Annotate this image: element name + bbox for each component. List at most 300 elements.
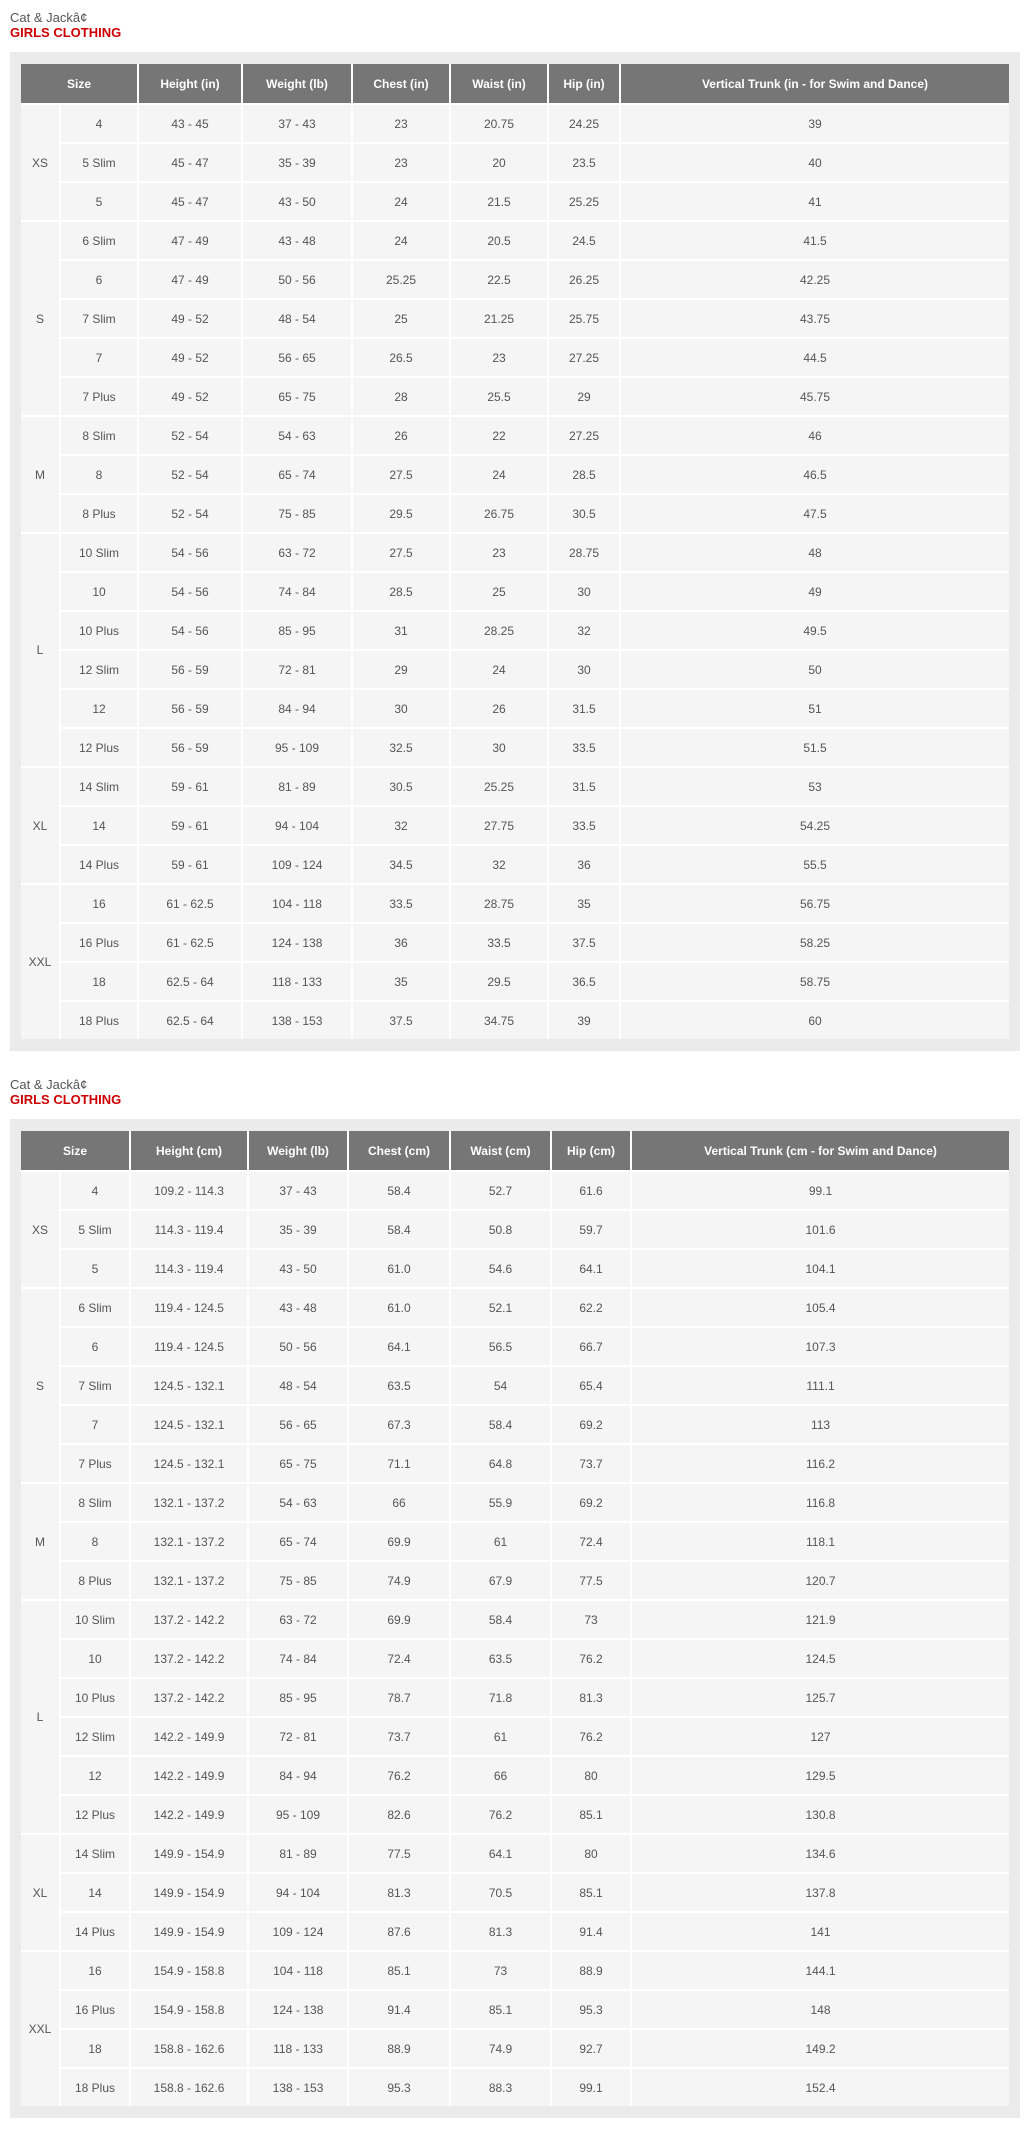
cell-vertical-trunk: 130.8 xyxy=(632,1794,1009,1833)
cell-hip: 76.2 xyxy=(552,1716,632,1755)
cell-weight: 65 - 75 xyxy=(243,376,353,415)
cell-waist: 85.1 xyxy=(451,1989,552,2028)
cell-size: 7 xyxy=(61,337,139,376)
cell-hip: 30.5 xyxy=(549,493,621,532)
cell-chest: 77.5 xyxy=(349,1833,451,1872)
cell-height: 119.4 - 124.5 xyxy=(131,1326,249,1365)
cell-size: 8 xyxy=(61,1521,131,1560)
table-row xyxy=(21,259,1009,298)
table-row xyxy=(21,1716,1009,1755)
cell-size: 10 xyxy=(61,1638,131,1677)
cell-chest: 95.3 xyxy=(349,2067,451,2106)
cell-height: 114.3 - 119.4 xyxy=(131,1248,249,1287)
cell-weight: 54 - 63 xyxy=(249,1482,349,1521)
cell-size: 16 Plus xyxy=(61,1989,131,2028)
cell-weight: 50 - 56 xyxy=(249,1326,349,1365)
cell-weight: 74 - 84 xyxy=(249,1638,349,1677)
cell-waist: 81.3 xyxy=(451,1911,552,1950)
cell-weight: 65 - 74 xyxy=(249,1521,349,1560)
cell-chest: 88.9 xyxy=(349,2028,451,2067)
cell-hip: 35 xyxy=(549,883,621,922)
size-group-label: XXL xyxy=(21,883,61,1039)
cell-waist: 54 xyxy=(451,1365,552,1404)
cell-size: 10 Plus xyxy=(61,1677,131,1716)
cell-height: 49 - 52 xyxy=(139,376,243,415)
table-row xyxy=(21,1599,1009,1638)
cell-height: 45 - 47 xyxy=(139,181,243,220)
cell-size: 5 xyxy=(61,181,139,220)
cell-vertical-trunk: 54.25 xyxy=(621,805,1009,844)
cell-height: 62.5 - 64 xyxy=(139,961,243,1000)
cell-height: 124.5 - 132.1 xyxy=(131,1443,249,1482)
size-group-label: M xyxy=(21,1482,61,1599)
cell-vertical-trunk: 144.1 xyxy=(632,1950,1009,1989)
cell-hip: 85.1 xyxy=(552,1872,632,1911)
cell-hip: 25.75 xyxy=(549,298,621,337)
cell-vertical-trunk: 111.1 xyxy=(632,1365,1009,1404)
header-hip: Hip (in) xyxy=(549,64,621,103)
cell-vertical-trunk: 124.5 xyxy=(632,1638,1009,1677)
cell-hip: 73.7 xyxy=(552,1443,632,1482)
cell-waist: 26.75 xyxy=(451,493,549,532)
cell-height: 62.5 - 64 xyxy=(139,1000,243,1039)
cell-hip: 77.5 xyxy=(552,1560,632,1599)
cell-height: 154.9 - 158.8 xyxy=(131,1950,249,1989)
cell-weight: 85 - 95 xyxy=(249,1677,349,1716)
table-row xyxy=(21,961,1009,1000)
cell-waist: 63.5 xyxy=(451,1638,552,1677)
cell-size: 14 Plus xyxy=(61,1911,131,1950)
table-row xyxy=(21,1794,1009,1833)
header-height: Height (cm) xyxy=(131,1131,249,1170)
cell-waist: 55.9 xyxy=(451,1482,552,1521)
table-row xyxy=(21,1404,1009,1443)
cell-height: 149.9 - 154.9 xyxy=(131,1872,249,1911)
cell-chest: 34.5 xyxy=(353,844,451,883)
cell-waist: 20.75 xyxy=(451,103,549,142)
table-row xyxy=(21,1872,1009,1911)
cell-waist: 71.8 xyxy=(451,1677,552,1716)
cell-chest: 91.4 xyxy=(349,1989,451,2028)
cell-vertical-trunk: 56.75 xyxy=(621,883,1009,922)
cell-height: 54 - 56 xyxy=(139,571,243,610)
table-row xyxy=(21,1755,1009,1794)
cell-vertical-trunk: 53 xyxy=(621,766,1009,805)
cell-vertical-trunk: 47.5 xyxy=(621,493,1009,532)
cell-hip: 65.4 xyxy=(552,1365,632,1404)
cell-height: 149.9 - 154.9 xyxy=(131,1833,249,1872)
size-table-inches xyxy=(21,64,1009,1039)
cell-size: 8 xyxy=(61,454,139,493)
section-heading: GIRLS CLOTHING xyxy=(10,25,122,40)
size-group-label: XS xyxy=(21,103,61,220)
cell-chest: 32 xyxy=(353,805,451,844)
cell-vertical-trunk: 51.5 xyxy=(621,727,1009,766)
table-row xyxy=(21,1248,1009,1287)
cell-hip: 24.5 xyxy=(549,220,621,259)
cell-weight: 109 - 124 xyxy=(243,844,353,883)
cell-height: 59 - 61 xyxy=(139,844,243,883)
header-size: Size xyxy=(21,64,139,103)
cell-weight: 43 - 50 xyxy=(243,181,353,220)
cell-hip: 61.6 xyxy=(552,1170,632,1209)
cell-size: 14 xyxy=(61,805,139,844)
cell-waist: 22 xyxy=(451,415,549,454)
cell-size: 14 Plus xyxy=(61,844,139,883)
table-header-row xyxy=(21,64,1009,103)
cell-weight: 109 - 124 xyxy=(249,1911,349,1950)
cell-weight: 54 - 63 xyxy=(243,415,353,454)
cell-size: 12 Plus xyxy=(61,727,139,766)
table-row xyxy=(21,883,1009,922)
cell-size: 7 Plus xyxy=(61,376,139,415)
cell-waist: 33.5 xyxy=(451,922,549,961)
cell-size: 12 xyxy=(61,1755,131,1794)
cell-waist: 76.2 xyxy=(451,1794,552,1833)
cell-waist: 28.25 xyxy=(451,610,549,649)
header-size: Size xyxy=(21,1131,131,1170)
cell-weight: 95 - 109 xyxy=(243,727,353,766)
cell-hip: 99.1 xyxy=(552,2067,632,2106)
cell-vertical-trunk: 55.5 xyxy=(621,844,1009,883)
cell-size: 10 Plus xyxy=(61,610,139,649)
cell-chest: 58.4 xyxy=(349,1209,451,1248)
size-group-label: S xyxy=(21,1287,61,1482)
table-row xyxy=(21,1000,1009,1039)
cell-weight: 65 - 75 xyxy=(249,1443,349,1482)
cell-hip: 76.2 xyxy=(552,1638,632,1677)
cell-chest: 37.5 xyxy=(353,1000,451,1039)
size-group-label: S xyxy=(21,220,61,415)
cell-hip: 66.7 xyxy=(552,1326,632,1365)
cell-vertical-trunk: 120.7 xyxy=(632,1560,1009,1599)
cell-vertical-trunk: 41 xyxy=(621,181,1009,220)
cell-waist: 34.75 xyxy=(451,1000,549,1039)
size-table-centimeters xyxy=(21,1131,1009,2106)
cell-chest: 26.5 xyxy=(353,337,451,376)
cell-size: 6 xyxy=(61,1326,131,1365)
cell-vertical-trunk: 99.1 xyxy=(632,1170,1009,1209)
cell-chest: 76.2 xyxy=(349,1755,451,1794)
table-row xyxy=(21,1443,1009,1482)
cell-weight: 72 - 81 xyxy=(243,649,353,688)
table-row xyxy=(21,1677,1009,1716)
header-chest: Chest (cm) xyxy=(349,1131,451,1170)
header-vertical-trunk: Vertical Trunk (cm - for Swim and Dance) xyxy=(632,1131,1009,1170)
cell-height: 132.1 - 137.2 xyxy=(131,1521,249,1560)
cell-size: 7 Slim xyxy=(61,1365,131,1404)
cell-weight: 81 - 89 xyxy=(243,766,353,805)
table-row xyxy=(21,1911,1009,1950)
cell-vertical-trunk: 101.6 xyxy=(632,1209,1009,1248)
cell-hip: 33.5 xyxy=(549,805,621,844)
cell-weight: 104 - 118 xyxy=(243,883,353,922)
cell-weight: 63 - 72 xyxy=(249,1599,349,1638)
cell-height: 142.2 - 149.9 xyxy=(131,1755,249,1794)
cell-weight: 84 - 94 xyxy=(249,1755,349,1794)
cell-waist: 23 xyxy=(451,532,549,571)
cell-vertical-trunk: 46.5 xyxy=(621,454,1009,493)
cell-hip: 29 xyxy=(549,376,621,415)
cell-weight: 75 - 85 xyxy=(243,493,353,532)
table-row xyxy=(21,688,1009,727)
cell-vertical-trunk: 46 xyxy=(621,415,1009,454)
header-vertical-trunk: Vertical Trunk (in - for Swim and Dance) xyxy=(621,64,1009,103)
cell-vertical-trunk: 49.5 xyxy=(621,610,1009,649)
table-row xyxy=(21,1950,1009,1989)
table-row xyxy=(21,1521,1009,1560)
cell-size: 7 Plus xyxy=(61,1443,131,1482)
cell-waist: 73 xyxy=(451,1950,552,1989)
cell-chest: 69.9 xyxy=(349,1599,451,1638)
cell-vertical-trunk: 118.1 xyxy=(632,1521,1009,1560)
cell-chest: 31 xyxy=(353,610,451,649)
table-row xyxy=(21,1287,1009,1326)
header-weight: Weight (lb) xyxy=(243,64,353,103)
brand-name: Cat & Jackâ¢ xyxy=(10,1077,88,1092)
size-group-label: L xyxy=(21,532,61,766)
cell-weight: 72 - 81 xyxy=(249,1716,349,1755)
cell-vertical-trunk: 42.25 xyxy=(621,259,1009,298)
cell-vertical-trunk: 116.2 xyxy=(632,1443,1009,1482)
cell-vertical-trunk: 113 xyxy=(632,1404,1009,1443)
cell-waist: 23 xyxy=(451,337,549,376)
cell-height: 149.9 - 154.9 xyxy=(131,1911,249,1950)
cell-weight: 43 - 48 xyxy=(249,1287,349,1326)
cell-size: 12 Slim xyxy=(61,649,139,688)
table-row xyxy=(21,1482,1009,1521)
size-group-label: M xyxy=(21,415,61,532)
cell-waist: 56.5 xyxy=(451,1326,552,1365)
cell-hip: 28.5 xyxy=(549,454,621,493)
cell-chest: 74.9 xyxy=(349,1560,451,1599)
table-row xyxy=(21,571,1009,610)
cell-weight: 37 - 43 xyxy=(249,1170,349,1209)
cell-height: 137.2 - 142.2 xyxy=(131,1599,249,1638)
cell-chest: 81.3 xyxy=(349,1872,451,1911)
cell-hip: 80 xyxy=(552,1755,632,1794)
cell-waist: 20.5 xyxy=(451,220,549,259)
cell-size: 16 xyxy=(61,1950,131,1989)
cell-height: 59 - 61 xyxy=(139,766,243,805)
cell-weight: 118 - 133 xyxy=(243,961,353,1000)
cell-waist: 58.4 xyxy=(451,1599,552,1638)
cell-size: 7 xyxy=(61,1404,131,1443)
cell-vertical-trunk: 107.3 xyxy=(632,1326,1009,1365)
cell-chest: 28 xyxy=(353,376,451,415)
cell-vertical-trunk: 149.2 xyxy=(632,2028,1009,2067)
cell-height: 56 - 59 xyxy=(139,688,243,727)
cell-chest: 23 xyxy=(353,103,451,142)
cell-height: 56 - 59 xyxy=(139,727,243,766)
cell-vertical-trunk: 58.25 xyxy=(621,922,1009,961)
table-row xyxy=(21,610,1009,649)
cell-waist: 50.8 xyxy=(451,1209,552,1248)
table-row xyxy=(21,454,1009,493)
table-row xyxy=(21,220,1009,259)
cell-weight: 63 - 72 xyxy=(243,532,353,571)
cell-weight: 43 - 48 xyxy=(243,220,353,259)
cell-height: 43 - 45 xyxy=(139,103,243,142)
cell-weight: 56 - 65 xyxy=(243,337,353,376)
cell-chest: 30.5 xyxy=(353,766,451,805)
cell-height: 137.2 - 142.2 xyxy=(131,1677,249,1716)
cell-waist: 32 xyxy=(451,844,549,883)
cell-vertical-trunk: 137.8 xyxy=(632,1872,1009,1911)
size-group-label: L xyxy=(21,1599,61,1833)
cell-waist: 88.3 xyxy=(451,2067,552,2106)
cell-weight: 138 - 153 xyxy=(243,1000,353,1039)
cell-chest: 27.5 xyxy=(353,532,451,571)
cell-height: 59 - 61 xyxy=(139,805,243,844)
cell-chest: 72.4 xyxy=(349,1638,451,1677)
cell-size: 6 Slim xyxy=(61,220,139,259)
cell-height: 61 - 62.5 xyxy=(139,922,243,961)
cell-hip: 81.3 xyxy=(552,1677,632,1716)
cell-waist: 27.75 xyxy=(451,805,549,844)
cell-height: 54 - 56 xyxy=(139,532,243,571)
cell-size: 4 xyxy=(61,1170,131,1209)
cell-size: 12 Slim xyxy=(61,1716,131,1755)
header-weight: Weight (lb) xyxy=(249,1131,349,1170)
cell-size: 8 Plus xyxy=(61,1560,131,1599)
cell-hip: 31.5 xyxy=(549,688,621,727)
cell-height: 119.4 - 124.5 xyxy=(131,1287,249,1326)
cell-waist: 30 xyxy=(451,727,549,766)
cell-vertical-trunk: 129.5 xyxy=(632,1755,1009,1794)
table-header-row xyxy=(21,1131,1009,1170)
cell-chest: 24 xyxy=(353,181,451,220)
cell-height: 52 - 54 xyxy=(139,454,243,493)
cell-height: 158.8 - 162.6 xyxy=(131,2067,249,2106)
cell-waist: 28.75 xyxy=(451,883,549,922)
cell-size: 16 Plus xyxy=(61,922,139,961)
cell-hip: 28.75 xyxy=(549,532,621,571)
cell-weight: 124 - 138 xyxy=(243,922,353,961)
table-row xyxy=(21,181,1009,220)
size-group-label: XXL xyxy=(21,1950,61,2106)
cell-chest: 27.5 xyxy=(353,454,451,493)
cell-size: 10 Slim xyxy=(61,1599,131,1638)
table-row xyxy=(21,766,1009,805)
cell-weight: 50 - 56 xyxy=(243,259,353,298)
cell-vertical-trunk: 127 xyxy=(632,1716,1009,1755)
header-chest: Chest (in) xyxy=(353,64,451,103)
cell-waist: 24 xyxy=(451,649,549,688)
cell-size: 10 xyxy=(61,571,139,610)
cell-chest: 24 xyxy=(353,220,451,259)
cell-chest: 66 xyxy=(349,1482,451,1521)
cell-height: 142.2 - 149.9 xyxy=(131,1716,249,1755)
cell-chest: 64.1 xyxy=(349,1326,451,1365)
cell-weight: 48 - 54 xyxy=(243,298,353,337)
cell-vertical-trunk: 45.75 xyxy=(621,376,1009,415)
cell-vertical-trunk: 41.5 xyxy=(621,220,1009,259)
header-hip: Hip (cm) xyxy=(552,1131,632,1170)
cell-hip: 24.25 xyxy=(549,103,621,142)
table-row xyxy=(21,2028,1009,2067)
cell-hip: 80 xyxy=(552,1833,632,1872)
cell-height: 124.5 - 132.1 xyxy=(131,1365,249,1404)
cell-waist: 20 xyxy=(451,142,549,181)
cell-hip: 92.7 xyxy=(552,2028,632,2067)
size-chart-section-inches xyxy=(10,10,1020,1051)
cell-weight: 37 - 43 xyxy=(243,103,353,142)
cell-height: 114.3 - 119.4 xyxy=(131,1209,249,1248)
cell-vertical-trunk: 50 xyxy=(621,649,1009,688)
cell-weight: 81 - 89 xyxy=(249,1833,349,1872)
cell-height: 56 - 59 xyxy=(139,649,243,688)
cell-vertical-trunk: 105.4 xyxy=(632,1287,1009,1326)
cell-height: 54 - 56 xyxy=(139,610,243,649)
cell-chest: 87.6 xyxy=(349,1911,451,1950)
cell-hip: 69.2 xyxy=(552,1404,632,1443)
cell-hip: 59.7 xyxy=(552,1209,632,1248)
cell-hip: 32 xyxy=(549,610,621,649)
cell-chest: 30 xyxy=(353,688,451,727)
cell-hip: 72.4 xyxy=(552,1521,632,1560)
cell-size: 14 Slim xyxy=(61,1833,131,1872)
header-waist: Waist (cm) xyxy=(451,1131,552,1170)
cell-height: 45 - 47 xyxy=(139,142,243,181)
cell-waist: 25.25 xyxy=(451,766,549,805)
cell-height: 154.9 - 158.8 xyxy=(131,1989,249,2028)
cell-hip: 27.25 xyxy=(549,337,621,376)
cell-chest: 82.6 xyxy=(349,1794,451,1833)
cell-vertical-trunk: 125.7 xyxy=(632,1677,1009,1716)
cell-height: 124.5 - 132.1 xyxy=(131,1404,249,1443)
table-row xyxy=(21,1833,1009,1872)
table-row xyxy=(21,103,1009,142)
cell-chest: 29 xyxy=(353,649,451,688)
cell-height: 49 - 52 xyxy=(139,337,243,376)
cell-vertical-trunk: 121.9 xyxy=(632,1599,1009,1638)
cell-size: 14 xyxy=(61,1872,131,1911)
cell-vertical-trunk: 58.75 xyxy=(621,961,1009,1000)
cell-chest: 29.5 xyxy=(353,493,451,532)
cell-vertical-trunk: 116.8 xyxy=(632,1482,1009,1521)
cell-hip: 73 xyxy=(552,1599,632,1638)
cell-weight: 65 - 74 xyxy=(243,454,353,493)
cell-weight: 85 - 95 xyxy=(243,610,353,649)
cell-vertical-trunk: 39 xyxy=(621,103,1009,142)
cell-size: 8 Slim xyxy=(61,1482,131,1521)
cell-height: 142.2 - 149.9 xyxy=(131,1794,249,1833)
cell-chest: 73.7 xyxy=(349,1716,451,1755)
cell-weight: 35 - 39 xyxy=(243,142,353,181)
cell-vertical-trunk: 43.75 xyxy=(621,298,1009,337)
cell-size: 7 Slim xyxy=(61,298,139,337)
cell-size: 18 Plus xyxy=(61,2067,131,2106)
cell-hip: 64.1 xyxy=(552,1248,632,1287)
cell-height: 47 - 49 xyxy=(139,259,243,298)
cell-weight: 94 - 104 xyxy=(243,805,353,844)
cell-size: 8 Plus xyxy=(61,493,139,532)
cell-chest: 67.3 xyxy=(349,1404,451,1443)
cell-hip: 30 xyxy=(549,649,621,688)
cell-hip: 27.25 xyxy=(549,415,621,454)
cell-vertical-trunk: 60 xyxy=(621,1000,1009,1039)
cell-hip: 95.3 xyxy=(552,1989,632,2028)
cell-height: 61 - 62.5 xyxy=(139,883,243,922)
cell-hip: 33.5 xyxy=(549,727,621,766)
cell-vertical-trunk: 134.6 xyxy=(632,1833,1009,1872)
brand-name: Cat & Jackâ¢ xyxy=(10,10,88,25)
cell-hip: 85.1 xyxy=(552,1794,632,1833)
table-row xyxy=(21,2067,1009,2106)
cell-waist: 25 xyxy=(451,571,549,610)
cell-weight: 75 - 85 xyxy=(249,1560,349,1599)
